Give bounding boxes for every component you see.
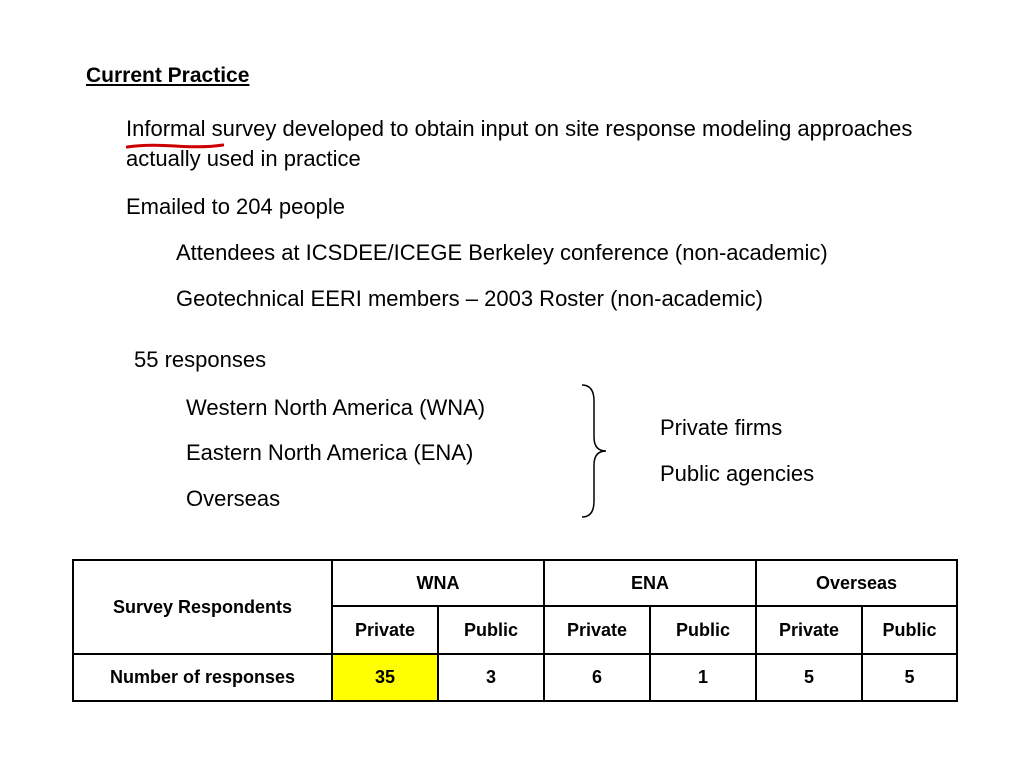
subheader-cell: Public [650, 606, 756, 654]
subheader-cell: Public [438, 606, 544, 654]
group-header-ena: ENA [544, 560, 756, 606]
subheader-cell: Public [862, 606, 957, 654]
sector-item: Public agencies [660, 461, 815, 486]
sector-item: Private firms [660, 415, 783, 440]
responses-heading: 55 responses [134, 347, 267, 372]
value-cell: 3 [438, 654, 544, 701]
value-cell: 1 [650, 654, 756, 701]
value-cell: 5 [756, 654, 862, 701]
row-label-cell: Number of responses [73, 654, 332, 701]
region-item: Overseas [186, 486, 281, 511]
group-header-overseas: Overseas [756, 560, 957, 606]
survey-table [72, 559, 958, 702]
region-item: Eastern North America (ENA) [186, 440, 474, 465]
subheader-cell: Private [756, 606, 862, 654]
slide-title: Current Practice [86, 64, 250, 87]
right-curly-brace [576, 383, 608, 519]
group-header-wna: WNA [332, 560, 544, 606]
value-cell: 5 [862, 654, 957, 701]
red-squiggle-underline [126, 142, 224, 150]
recipient-item: Attendees at ICSDEE/ICEGE Berkeley conference (non-academic) [176, 240, 828, 265]
value-cell-highlighted: 35 [332, 654, 438, 701]
value-cell: 6 [544, 654, 650, 701]
region-item: Western North America (WNA) [186, 395, 486, 420]
corner-header-cell: Survey Respondents [73, 560, 332, 654]
table-header-row [73, 560, 957, 606]
intro-paragraph: Informal survey developed to obtain input on site response modeling approaches actually used in practice [126, 116, 913, 171]
underlined-word: Informal [126, 114, 205, 144]
emailed-text: Emailed to 204 people [126, 194, 345, 219]
table-row [73, 654, 957, 701]
subheader-cell: Private [332, 606, 438, 654]
recipient-item: Geotechnical EERI members – 2003 Roster (non-academic) [176, 286, 763, 311]
subheader-cell: Private [544, 606, 650, 654]
